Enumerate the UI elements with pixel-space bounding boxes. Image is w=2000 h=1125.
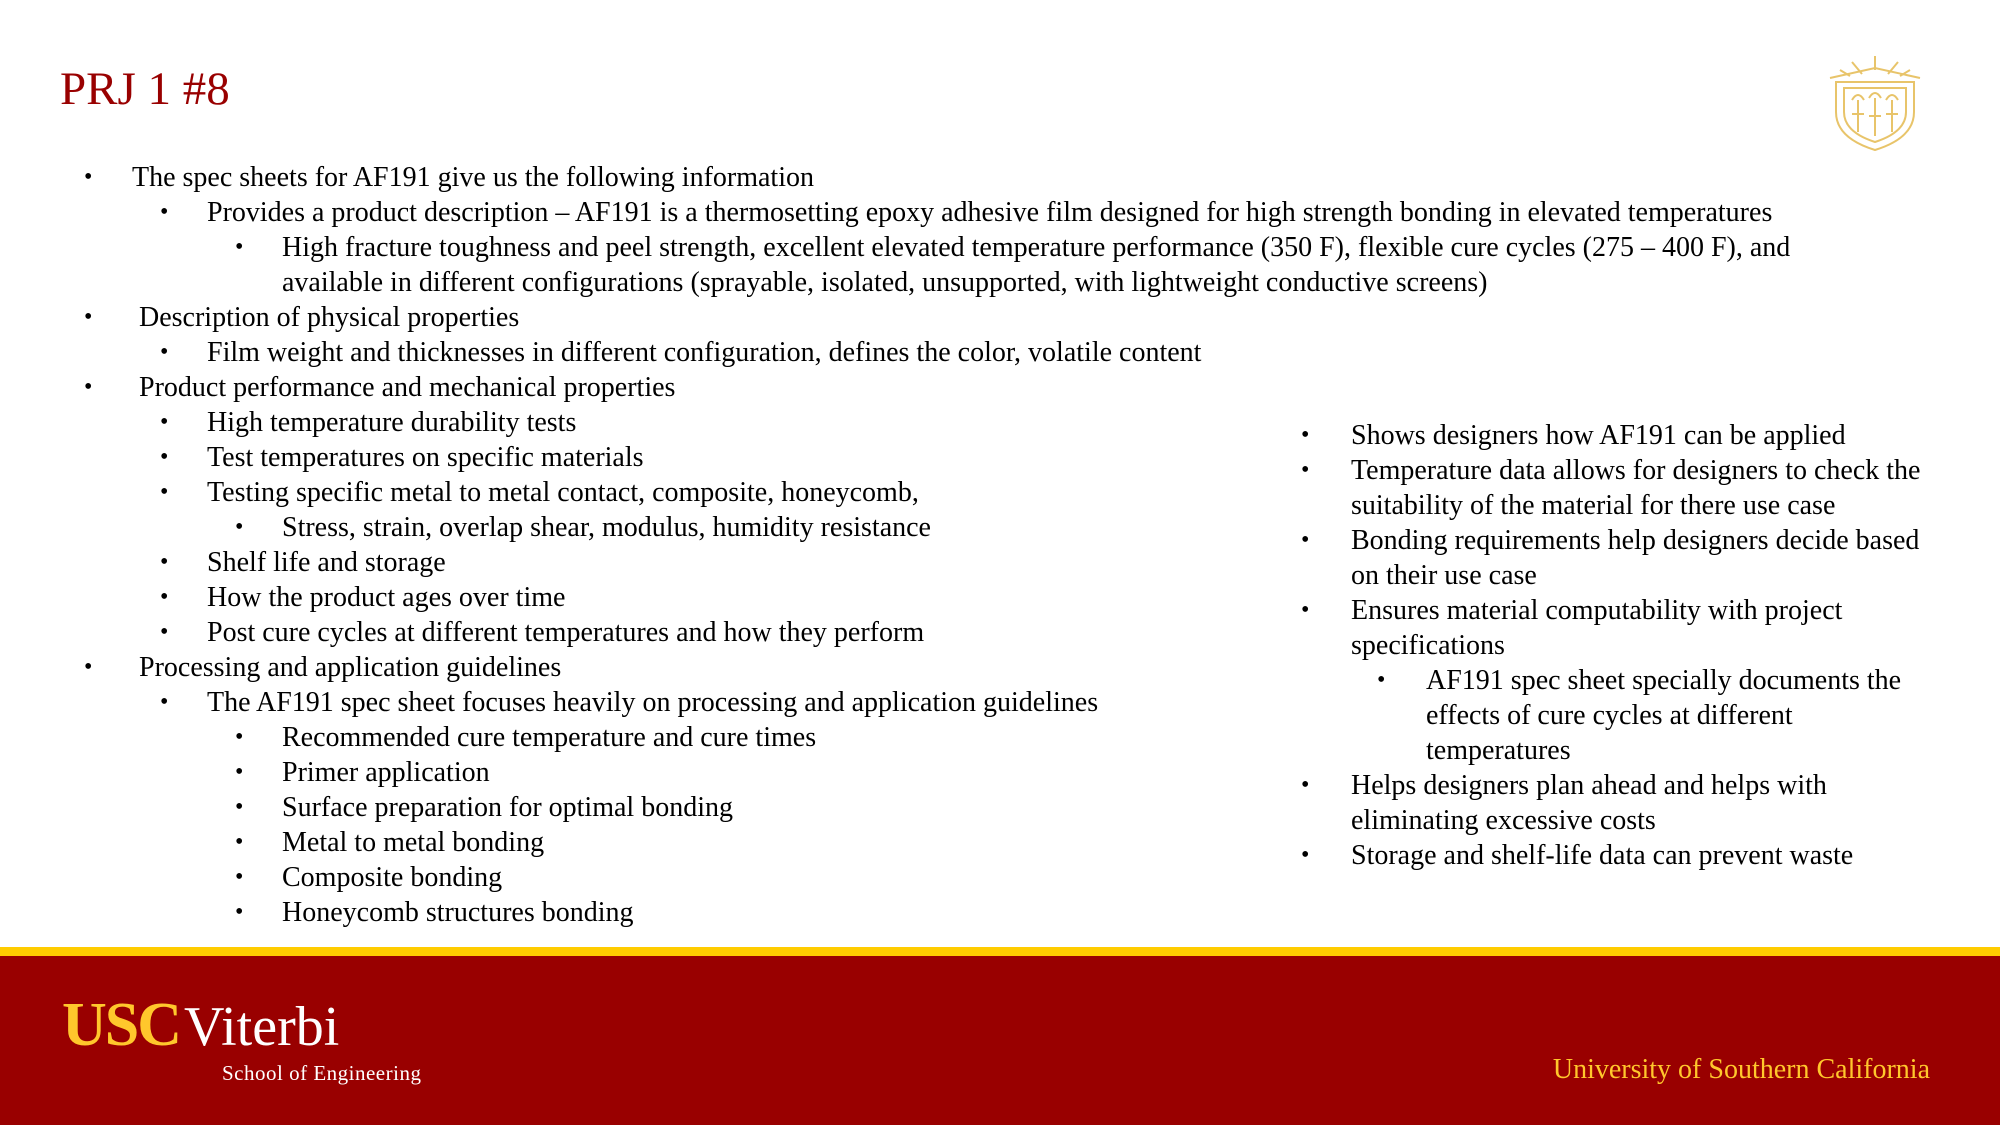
bullet-item: • Description of physical properties: [0, 300, 1900, 335]
gold-divider: [0, 947, 2000, 956]
usc-seal-icon: [1822, 52, 1928, 152]
logo-usc-text: USC: [62, 991, 181, 1059]
bullet-item: • Storage and shelf-life data can prevent waste: [1290, 838, 1930, 873]
bullet-item: • High temperature durability tests: [0, 405, 1900, 440]
bullet-item: • Ensures material computability with project specifications: [1290, 593, 1930, 663]
slide-title: PRJ 1 #8: [60, 63, 230, 115]
bullet-item: • Shows designers how AF191 can be applied: [1290, 418, 1930, 453]
footer-bar: [0, 956, 2000, 1125]
bullet-item: • Provides a product description – AF191 is a thermosetting epoxy adhesive film designed for high strength bonding in elevated temperatures: [0, 195, 1900, 230]
right-bullet-list: [1290, 418, 1930, 873]
usc-viterbi-logo: [62, 991, 340, 1059]
bullet-item: • Honeycomb structures bonding: [0, 895, 1872, 930]
bullet-item: • The AF191 spec sheet focuses heavily on processing and application guidelines: [0, 685, 1900, 720]
bullet-item: • Temperature data allows for designers to check the suitability of the material for there use case: [1290, 453, 1930, 523]
bullet-item: • Composite bonding: [0, 860, 1872, 895]
bullet-item: • Film weight and thicknesses in different configuration, defines the color, volatile content: [0, 335, 1900, 370]
bullet-item: • Helps designers plan ahead and helps with eliminating excessive costs: [1290, 768, 1930, 838]
bullet-item: • High fracture toughness and peel strength, excellent elevated temperature performance (350 F), flexible cure cycles (275 – 400 F), and available in different configurations (sprayable, isolated, unsupported, with lightweight conductive screens): [0, 230, 1872, 300]
bullet-item: • How the product ages over time: [0, 580, 1900, 615]
school-name: School of Engineering: [222, 1061, 422, 1085]
bullet-item: • Stress, strain, overlap shear, modulus, humidity resistance: [0, 510, 1872, 545]
bullet-item: • Post cure cycles at different temperatures and how they perform: [0, 615, 1900, 650]
bullet-item: • Primer application: [0, 755, 1872, 790]
bullet-item: • Product performance and mechanical properties: [0, 370, 1900, 405]
bullet-item: • Metal to metal bonding: [0, 825, 1872, 860]
bullet-item: • Test temperatures on specific materials: [0, 440, 1900, 475]
bullet-item: • AF191 spec sheet specially documents the effects of cure cycles at different temperatures: [1290, 663, 1930, 768]
bullet-item: • Surface preparation for optimal bonding: [0, 790, 1872, 825]
university-name: University of Southern California: [1552, 1054, 1930, 1085]
bullet-item: • Recommended cure temperature and cure times: [0, 720, 1872, 755]
bullet-item: • Processing and application guidelines: [0, 650, 1900, 685]
bullet-item: • The spec sheets for AF191 give us the following information: [0, 160, 1900, 195]
bullet-item: • Testing specific metal to metal contact, composite, honeycomb,: [0, 475, 1900, 510]
bullet-item: • Bonding requirements help designers decide based on their use case: [1290, 523, 1930, 593]
bullet-item: • Shelf life and storage: [0, 545, 1900, 580]
logo-viterbi-text: Viterbi: [184, 996, 340, 1058]
